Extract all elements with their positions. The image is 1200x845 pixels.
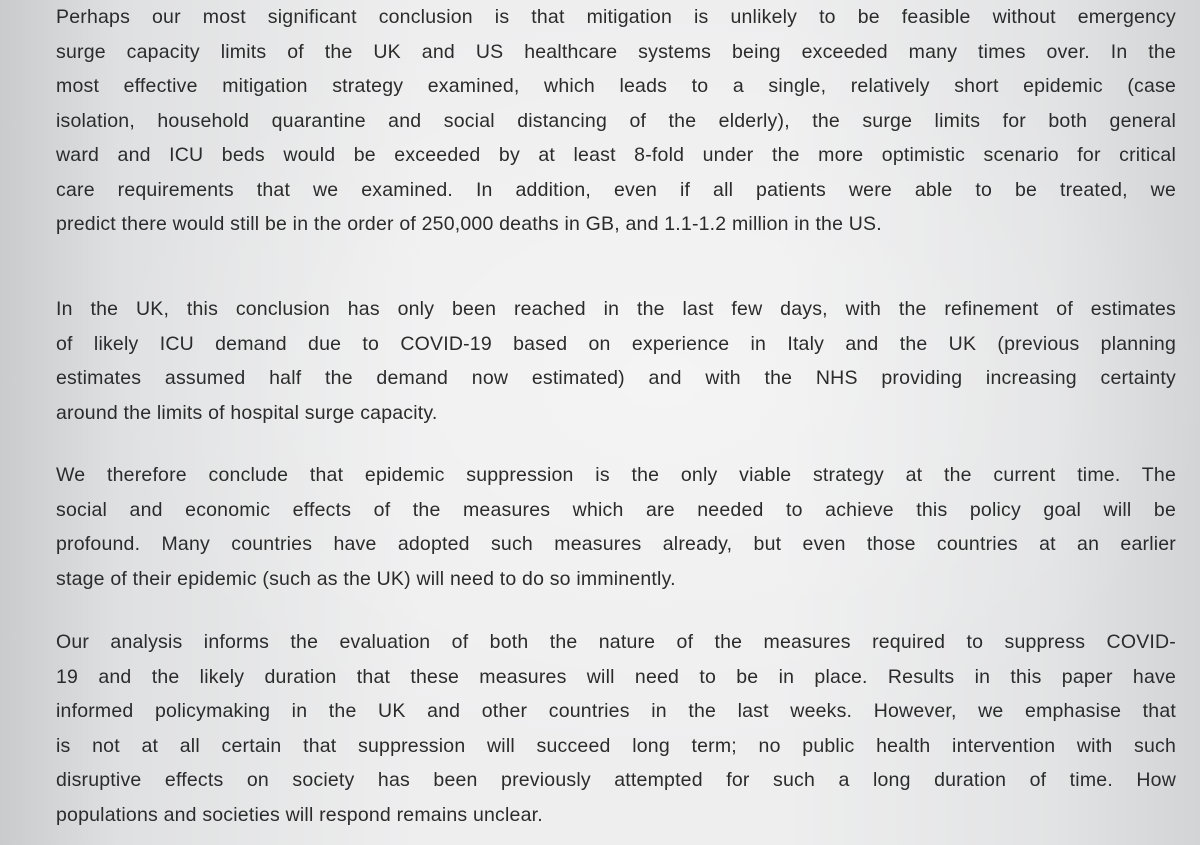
text-line: informed policymaking in the UK and other countries in the last weeks. However, we emphasise that	[56, 700, 1176, 722]
text-line: surge capacity limits of the UK and US healthcare systems being exceeded many times over. In the	[56, 40, 1176, 63]
text-line: In the UK, this conclusion has only been reached in the last few days, with the refinement of estimates	[56, 298, 1176, 320]
text-line: isolation, household quarantine and social distancing of the elderly), the surge limits for both general	[56, 109, 1176, 132]
text-line: stage of their epidemic (such as the UK) will need to do so imminently.	[56, 567, 676, 590]
text-line: ward and ICU beds would be exceeded by at least 8-fold under the more optimistic scenario for critical	[56, 144, 1176, 166]
text-line: predict there would still be in the order of 250,000 deaths in GB, and 1.1-1.2 million in the US.	[56, 213, 882, 235]
text-line: most effective mitigation strategy examined, which leads to a single, relatively short epidemic (case	[56, 75, 1176, 97]
text-line: populations and societies will respond remains unclear.	[56, 803, 543, 826]
text-line: of likely ICU demand due to COVID-19 based on experience in Italy and the UK (previous planning	[56, 332, 1176, 355]
text-line: Perhaps our most significant conclusion is that mitigation is unlikely to be feasible without emergency	[56, 6, 1176, 28]
paragraph-uk-conclusion	[56, 292, 1176, 430]
text-line: care requirements that we examined. In addition, even if all patients were able to be treated, we	[56, 178, 1176, 201]
text-line: estimates assumed half the demand now estimated) and with the NHS providing increasing certainty	[56, 367, 1176, 389]
text-line: We therefore conclude that epidemic suppression is the only viable strategy at the current time. The	[56, 464, 1176, 486]
paragraph-analysis-informs	[56, 625, 1176, 832]
text-line: social and economic effects of the measures which are needed to achieve this policy goal will be	[56, 498, 1176, 521]
paragraph-mitigation-conclusion	[56, 0, 1176, 242]
text-line: Our analysis informs the evaluation of both the nature of the measures required to suppress COVID-	[56, 631, 1176, 653]
text-line: is not at all certain that suppression will succeed long term; no public health intervention with such	[56, 734, 1176, 757]
text-line: disruptive effects on society has been previously attempted for such a long duration of time. How	[56, 769, 1176, 791]
text-line: 19 and the likely duration that these measures will need to be in place. Results in this paper have	[56, 665, 1176, 688]
paragraph-suppression-strategy	[56, 458, 1176, 596]
text-line: profound. Many countries have adopted such measures already, but even those countries at an earlier	[56, 533, 1176, 555]
text-line: around the limits of hospital surge capacity.	[56, 401, 438, 424]
